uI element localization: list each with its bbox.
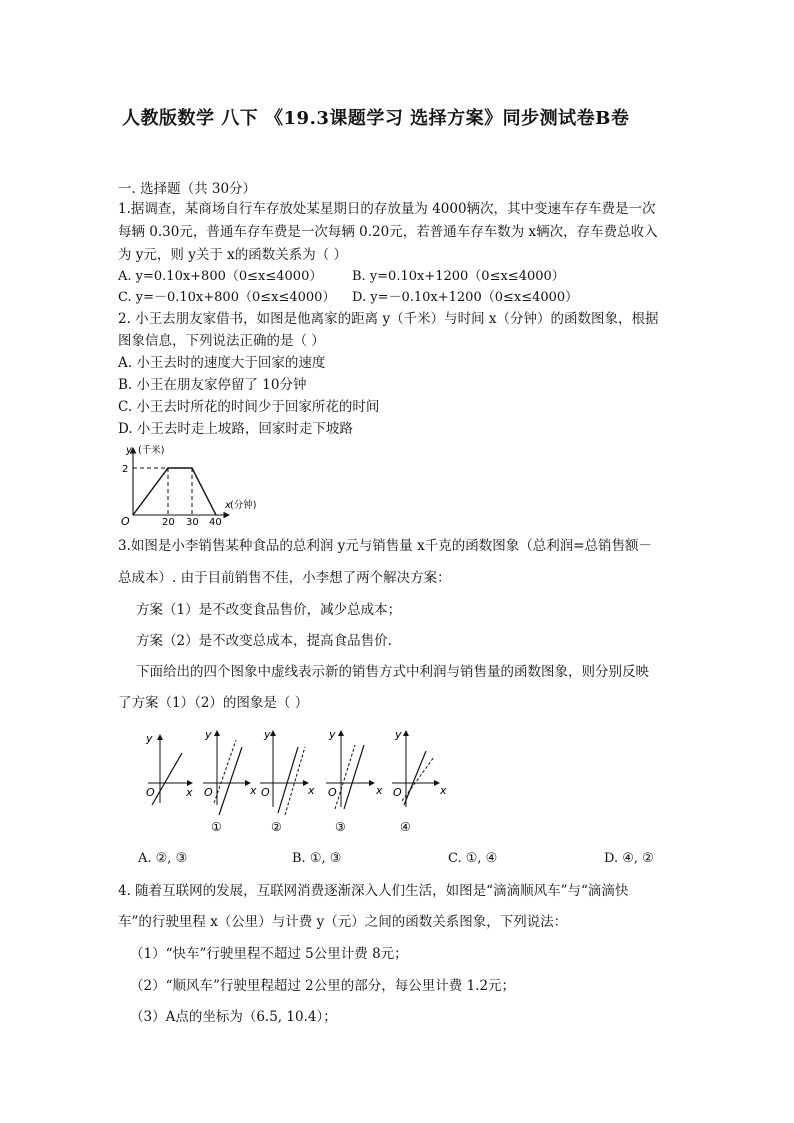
q3-line-6: 了方案（1）（2）的图象是（ ） bbox=[118, 695, 309, 711]
q1-option-d: D. y=－0.10x+1200（0≤x≤4000） bbox=[352, 290, 579, 305]
svg-text:x: x bbox=[440, 784, 447, 797]
q4-line-1: 4. 随着互联网的发展，互联网消费逐渐深入人们生活，如图是“滴滴顺风车”与“滴滴快 bbox=[118, 883, 629, 899]
svg-text:O: O bbox=[393, 786, 402, 799]
y-axis-label: y bbox=[126, 445, 132, 456]
graph-number-1: ① bbox=[211, 820, 222, 834]
x-tick-20: 20 bbox=[162, 517, 175, 528]
q4-statement-1: （1）“快车”行驶里程不超过 5公里计费 8元； bbox=[130, 946, 408, 962]
svg-text:x: x bbox=[186, 786, 193, 799]
q3-line-5: 下面给出的四个图象中虚线表示新的销售方式中利润与销售量的函数图象，则分别反映 bbox=[136, 664, 649, 680]
origin-label: O bbox=[121, 515, 130, 528]
q3-line-2: 总成本）. 由于目前销售不佳，小李想了两个解决方案： bbox=[118, 570, 451, 586]
q1-line-1: 1.据调查，某商场自行车存放处某星期日的存放量为 4000辆次，其中变速车存车费是一次 bbox=[118, 201, 656, 217]
svg-text:x: x bbox=[250, 784, 257, 797]
q3-original-graph bbox=[145, 732, 193, 805]
q3-line-1: 3.如图是小李销售某种食品的总利润 y元与销售量 x千克的函数图象（总利润=总销售额－ bbox=[118, 538, 653, 554]
q3-option-d: D. ④, ② bbox=[604, 851, 654, 866]
q2-distance-time-graph bbox=[112, 440, 272, 530]
page-title: 人教版数学 八下 《19.3课题学习 选择方案》同步测试卷B卷 bbox=[122, 108, 630, 129]
y-axis-unit: (千米) bbox=[138, 445, 165, 456]
q1-option-c: C. y=－0.10x+800（0≤x≤4000） bbox=[118, 290, 336, 305]
distance-line bbox=[133, 468, 216, 515]
q3-graphs bbox=[140, 725, 460, 840]
q3-graph-4 bbox=[392, 728, 447, 834]
q3-graph-3 bbox=[326, 728, 383, 834]
q2-option-a: A. 小王去时的速度大于回家的速度 bbox=[118, 355, 326, 371]
x-axis-label: x bbox=[225, 500, 231, 511]
q2-option-d: D. 小王去时走上坡路，回家时走下坡路 bbox=[118, 421, 353, 437]
q3-option-b: B. ①, ③ bbox=[292, 851, 342, 866]
graph-number-2: ② bbox=[271, 820, 282, 834]
svg-text:y: y bbox=[146, 732, 153, 745]
svg-text:O: O bbox=[261, 786, 270, 799]
svg-text:O: O bbox=[146, 786, 155, 799]
q2-line-1: 2. 小王去朋友家借书，如图是他离家的距离 y（千米）与时间 x（分钟）的函数图象，根据 bbox=[118, 311, 659, 327]
q4-statement-3: （3）A点的坐标为（6.5, 10.4）； bbox=[130, 1009, 337, 1025]
q3-graph-1 bbox=[203, 728, 257, 834]
q4-line-2: 车”的行驶里程 x（公里）与计费 y（元）之间的函数关系图象，下列说法： bbox=[118, 914, 568, 930]
graph-number-4: ④ bbox=[400, 820, 411, 834]
x-axis-unit: (分钟) bbox=[230, 500, 257, 511]
svg-text:y: y bbox=[205, 728, 212, 741]
q3-plan-2: 方案（2）是不改变总成本，提高食品售价. bbox=[136, 633, 392, 649]
q3-option-a: A. ②, ③ bbox=[138, 851, 188, 866]
section-heading: 一. 选择题（共 30分） bbox=[118, 181, 257, 197]
q3-plan-1: 方案（1）是不改变食品售价，减少总成本； bbox=[136, 602, 402, 618]
svg-text:x: x bbox=[376, 784, 383, 797]
q4-statement-2: （2）“顺风车”行驶里程超过 2公里的部分，每公里计费 1.2元； bbox=[130, 978, 516, 994]
svg-text:x: x bbox=[308, 784, 315, 797]
q2-line-2: 图象信息，下列说法正确的是（ ） bbox=[118, 333, 325, 349]
q2-option-b: B. 小王在朋友家停留了 10分钟 bbox=[118, 377, 307, 393]
graph-number-3: ③ bbox=[335, 820, 346, 834]
svg-text:y: y bbox=[264, 728, 271, 741]
q1-option-a: A. y=0.10x+800（0≤x≤4000） bbox=[118, 269, 323, 284]
q1-line-3: 为 y元，则 y关于 x的函数关系为（ ） bbox=[118, 247, 348, 263]
q3-option-c: C. ①, ④ bbox=[448, 851, 498, 866]
q1-line-2: 每辆 0.30元，普通车存车费是一次每辆 0.20元，若普通车存车数为 x辆次，存车费总收入 bbox=[118, 224, 658, 240]
x-tick-30: 30 bbox=[186, 517, 199, 528]
svg-text:y: y bbox=[395, 728, 402, 741]
svg-text:O: O bbox=[328, 786, 337, 799]
q2-option-c: C. 小王去时所花的时间少于回家所花的时间 bbox=[118, 399, 380, 415]
y-tick-2: 2 bbox=[122, 464, 129, 475]
q3-graph-2 bbox=[260, 728, 315, 834]
q1-option-b: B. y=0.10x+1200（0≤x≤4000） bbox=[352, 269, 565, 284]
x-tick-40: 40 bbox=[209, 517, 222, 528]
svg-text:O: O bbox=[204, 786, 213, 799]
svg-text:y: y bbox=[329, 728, 336, 741]
